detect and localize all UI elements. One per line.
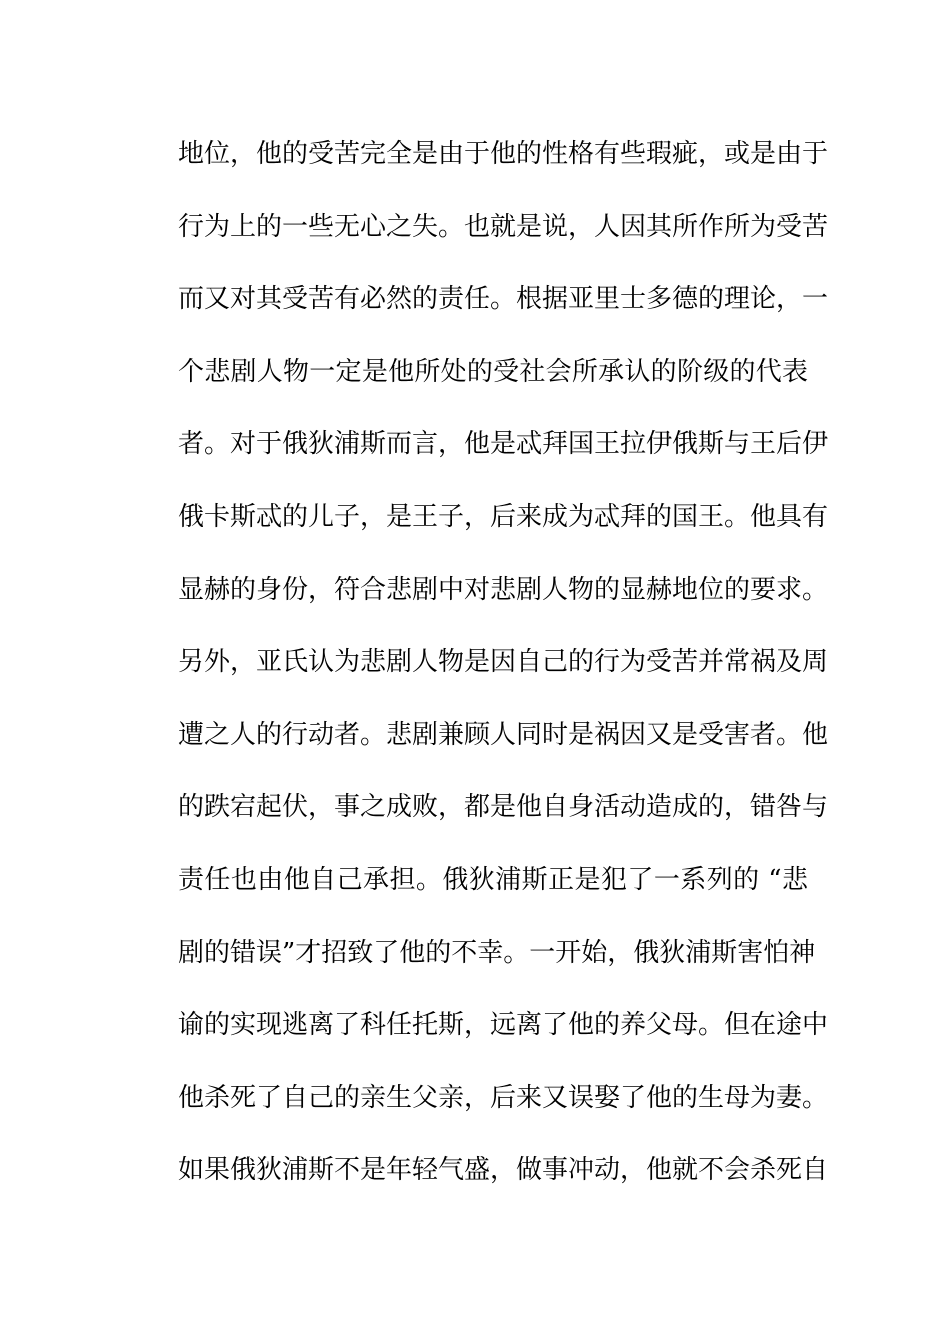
- text-line-1: 地位，他的受苦完全是由于他的性格有些瑕疵，或是由于: [178, 139, 829, 169]
- text-line-7: 显赫的身份，符合悲剧中对悲剧人物的显赫地位的要求。: [178, 574, 829, 605]
- text-line-5: 者。对于俄狄浦斯而言，他是忒拜国王拉伊俄斯与王后伊: [178, 429, 829, 460]
- text-line-4: 个悲剧人物一定是他所处的受社会所承认的阶级的代表: [178, 356, 808, 387]
- text-line-14: 他杀死了自己的亲生父亲，后来又误娶了他的生母为妻。: [178, 1082, 829, 1113]
- text-line-9: 遭之人的行动者。悲剧兼顾人同时是祸因又是受害者。他: [178, 719, 829, 750]
- text-line-13: 谕的实现逃离了科任托斯，远离了他的养父母。但在途中: [178, 1010, 829, 1041]
- text-line-15: 如果俄狄浦斯不是年轻气盛，做事冲动，他就不会杀死自: [178, 1155, 829, 1186]
- text-line-11: 责任也由他自己承担。俄狄浦斯正是犯了一系列的 “悲: [178, 864, 808, 895]
- text-line-8: 另外，亚氏认为悲剧人物是因自己的行为受苦并常祸及周: [178, 647, 829, 678]
- text-line-3: 而又对其受苦有必然的责任。根据亚里士多德的理论，一: [178, 284, 829, 315]
- text-line-6: 俄卡斯忒的儿子，是王子，后来成为忒拜的国王。他具有: [178, 501, 829, 532]
- text-line-10: 的跌宕起伏，事之成败，都是他自身活动造成的，错咎与: [178, 792, 829, 823]
- text-line-2: 行为上的一些无心之失。也就是说，人因其所作所为受苦: [178, 211, 829, 242]
- text-line-12: 剧的错误”才招致了他的不幸。一开始，俄狄浦斯害怕神: [178, 937, 816, 968]
- body-text: [178, 124, 829, 1213]
